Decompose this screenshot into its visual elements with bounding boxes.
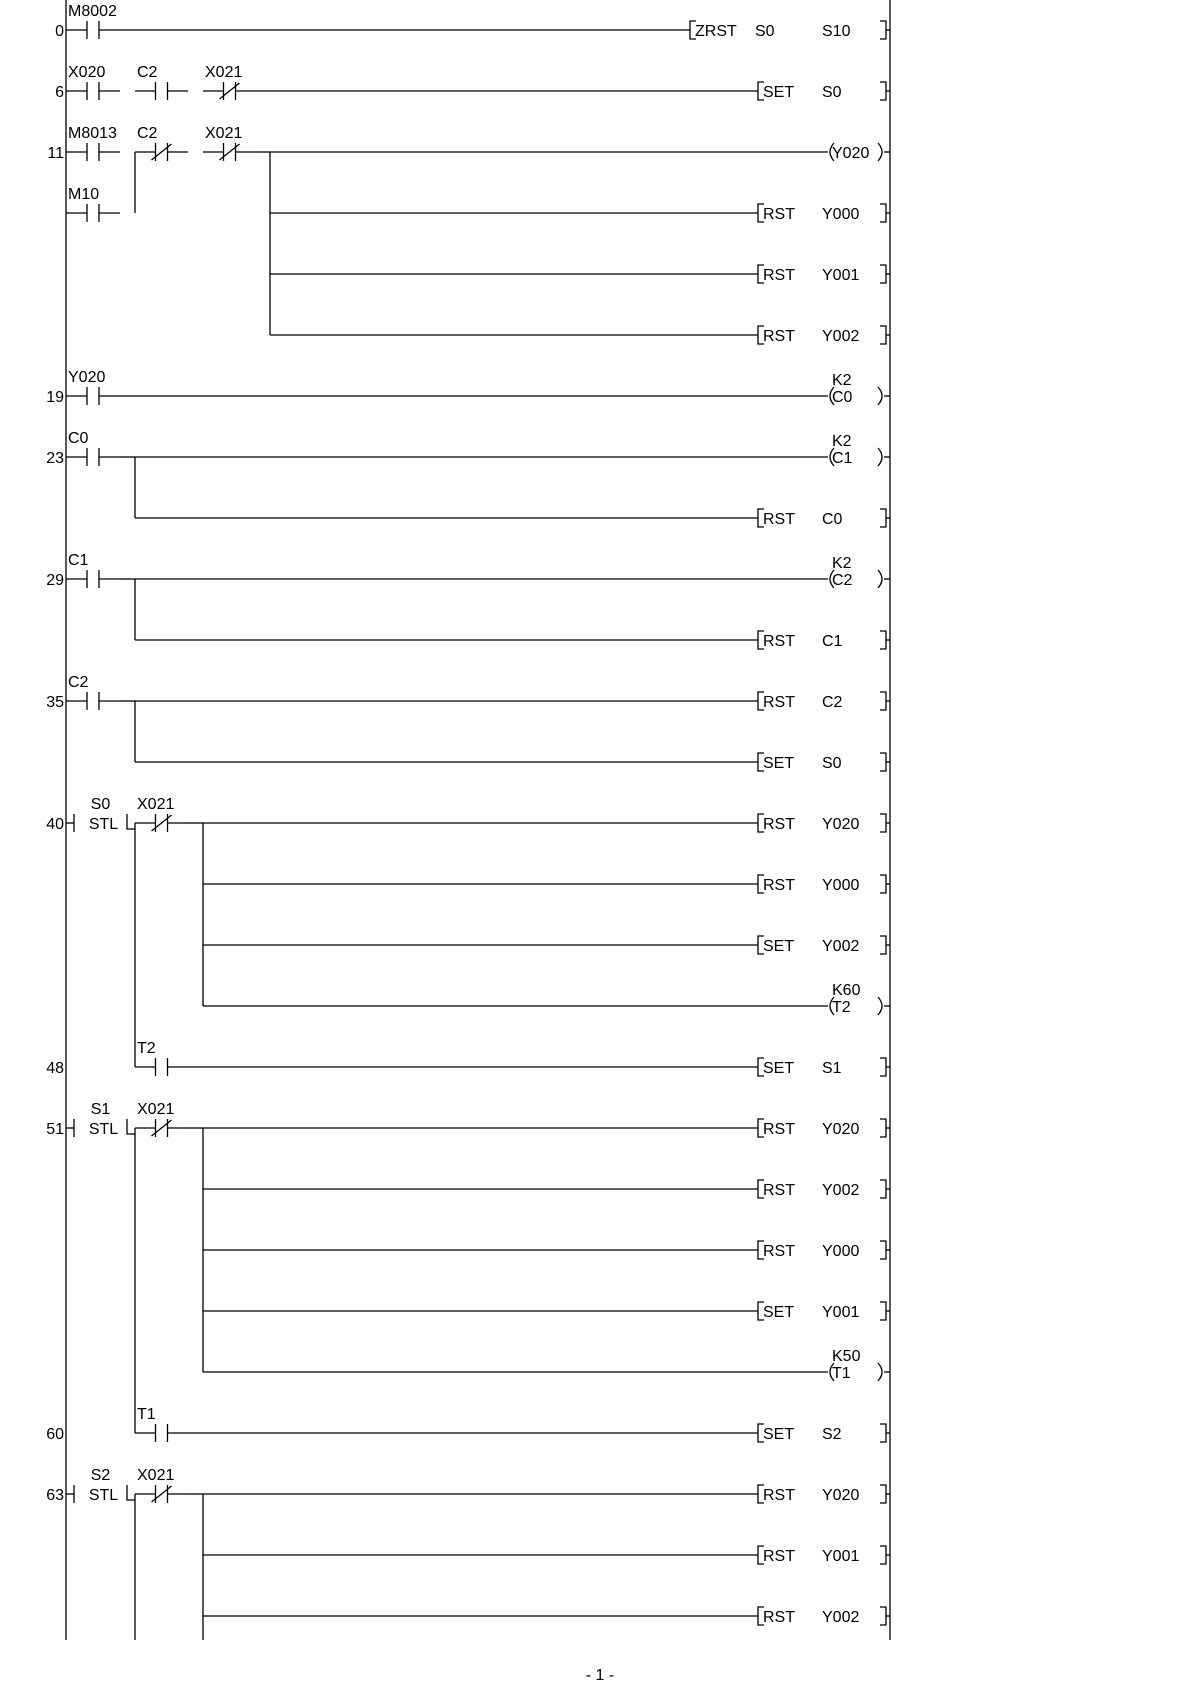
instruction-op: RST [763,1243,795,1260]
page-number: - 1 - [585,1667,615,1684]
contact-label: X021 [137,1101,175,1118]
instruction-bracket-close [880,1119,886,1137]
coil-constant: K60 [832,982,861,999]
contact-label: T1 [137,1406,156,1423]
coil-device: T2 [832,999,851,1016]
instruction-device: Y002 [822,1609,860,1626]
instruction-device: Y000 [822,877,860,894]
instruction-bracket-close [880,1180,886,1198]
contact-label: X021 [205,125,243,142]
instruction-op: ZRST [695,23,737,40]
coil-arc [878,387,882,405]
coil-arc [878,570,882,588]
instruction-bracket-close [880,204,886,222]
instruction-bracket-close [880,326,886,344]
coil-arc [878,448,882,466]
instruction-bracket-close [880,82,886,100]
instruction-bracket-close [880,265,886,283]
instruction-bracket-close [880,1485,886,1503]
coil-constant: K50 [832,1348,861,1365]
contact-label: C2 [137,125,158,142]
instruction-op: RST [763,633,795,650]
instruction-device: Y001 [822,1548,860,1565]
instruction-bracket-close [880,936,886,954]
instruction-op: RST [763,1487,795,1504]
instruction-op: RST [763,206,795,223]
contact-label: C1 [68,552,89,569]
instruction-bracket-close [880,753,886,771]
instruction-bracket-close [880,875,886,893]
coil-arc [878,997,882,1015]
instruction-argument: S10 [822,23,851,40]
instruction-device: Y002 [822,938,860,955]
instruction-op: RST [763,511,795,528]
instruction-bracket-close [880,509,886,527]
instruction-device: Y001 [822,267,860,284]
instruction-bracket-close [880,1424,886,1442]
contact-label: M10 [68,186,100,203]
contact-label: C0 [68,430,89,447]
stl-label: S2 [90,1467,111,1484]
stl-text: STL [88,1487,119,1504]
instruction-device: C2 [822,694,843,711]
coil-device: C0 [832,389,853,406]
instruction-device: Y020 [822,816,860,833]
instruction-op: SET [763,84,795,101]
instruction-device: Y002 [822,328,860,345]
instruction-device: S0 [822,755,842,772]
coil-constant: K2 [832,555,852,572]
instruction-device: Y001 [822,1304,860,1321]
instruction-device: Y020 [822,1487,860,1504]
stl-text: STL [88,816,119,833]
instruction-bracket-close [880,631,886,649]
instruction-device: Y020 [822,1121,860,1138]
instruction-op: RST [763,267,795,284]
instruction-device: Y002 [822,1182,860,1199]
contact-label: X021 [137,796,175,813]
stl-label: S1 [90,1101,111,1118]
instruction-op: RST [763,1121,795,1138]
contact-label: T2 [137,1040,156,1057]
coil-constant: K2 [832,433,852,450]
contact-label: X021 [205,64,243,81]
stl-bracket [127,1485,135,1500]
instruction-bracket-close [880,1607,886,1625]
contact-label: C2 [68,674,89,691]
step-number: 23 [46,450,64,467]
coil-device: Y020 [832,145,870,162]
stl-bracket [127,1119,135,1134]
step-number: 48 [46,1060,64,1077]
coil-arc [878,1363,882,1381]
instruction-op: RST [763,816,795,833]
instruction-bracket-close [880,1058,886,1076]
instruction-op: RST [763,1548,795,1565]
instruction-bracket-close [880,1546,886,1564]
step-number: 60 [46,1426,64,1443]
coil-constant: K2 [832,372,852,389]
ladder-labels [46,3,869,1626]
step-number: 11 [47,145,64,162]
contact-label: Y020 [68,369,106,386]
instruction-bracket-close [880,1302,886,1320]
instruction-device: C1 [822,633,843,650]
coil-device: T1 [832,1365,851,1382]
coil-device: C1 [832,450,853,467]
instruction-op: SET [763,755,795,772]
step-number: 35 [46,694,64,711]
step-number: 63 [46,1487,64,1504]
step-number: 0 [55,23,64,40]
contact-label: X021 [137,1467,175,1484]
instruction-device: C0 [822,511,843,528]
contact-label: M8002 [68,3,117,20]
instruction-op: SET [763,1426,795,1443]
step-number: 51 [46,1121,64,1138]
instruction-op: RST [763,877,795,894]
instruction-bracket-close [880,692,886,710]
instruction-device: S1 [822,1060,842,1077]
instruction-device: Y000 [822,206,860,223]
instruction-device: S0 [822,84,842,101]
step-number: 6 [55,84,64,101]
stl-label: S0 [90,796,111,813]
instruction-op: RST [763,1609,795,1626]
instruction-device: S0 [755,23,775,40]
instruction-op: RST [763,328,795,345]
instruction-device: Y000 [822,1243,860,1260]
instruction-device: S2 [822,1426,842,1443]
step-number: 29 [46,572,64,589]
step-number: 40 [46,816,64,833]
instruction-op: RST [763,694,795,711]
contact-label: X020 [68,64,106,81]
instruction-bracket-close [880,814,886,832]
step-number: 19 [46,389,64,406]
instruction-op: SET [763,1060,795,1077]
stl-bracket [127,814,135,829]
coil-arc [878,143,882,161]
contact-label: M8013 [68,125,117,142]
stl-text: STL [88,1121,119,1138]
instruction-bracket-close [880,21,886,39]
instruction-op: SET [763,1304,795,1321]
instruction-bracket-close [880,1241,886,1259]
coil-device: C2 [832,572,853,589]
instruction-op: RST [763,1182,795,1199]
instruction-op: SET [763,938,795,955]
contact-label: C2 [137,64,158,81]
